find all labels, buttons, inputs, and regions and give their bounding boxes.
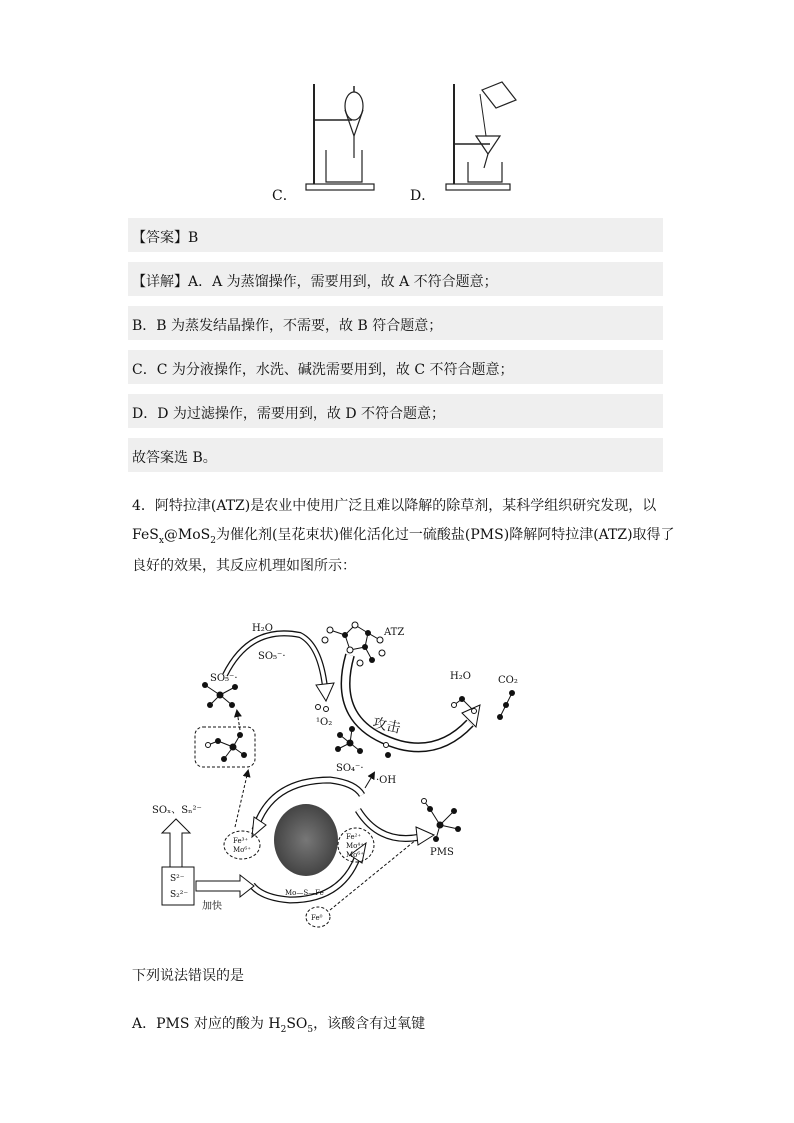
detail-c: C．C 为分液操作，水洗、碱洗需要用到，故 C 不符合题意；: [132, 362, 514, 378]
detail-d: D．D 为过滤操作，需要用到，故 D 不符合题意；: [132, 406, 446, 422]
label-fe0: Fe⁰: [311, 914, 323, 922]
option-c-label: C．: [272, 188, 297, 204]
detail-b: B．B 为蒸发结晶操作，不需要，故 B 符合题意；: [132, 318, 443, 334]
label-so5-left: SO₅⁻·: [210, 673, 238, 684]
label-so5-radical-top: SO₅⁻·: [258, 651, 286, 662]
label-h2o-top: H₂O: [252, 623, 273, 634]
answer-conclusion: 故答案选 B。: [132, 450, 217, 466]
question-line-2: FeS$_x$@MoS$_2$为催化剂(呈花束状)催化活化过一硫酸盐(PMS)降解阿特拉津(ATZ)取得了: [132, 527, 675, 546]
label-fe3: Fe³⁺: [233, 837, 249, 845]
label-s2: S²⁻: [170, 874, 185, 884]
label-so4: SO₄⁻·: [336, 763, 364, 774]
label-fe2: Fe²⁺: [346, 833, 362, 841]
separating-funnel-apparatus: [300, 78, 380, 193]
question-line-1: 4．阿特拉津(ATZ)是农业中使用广泛且难以降解的除草剂，某科学组织研究发现，以: [132, 498, 657, 514]
label-mo6-left: Mo⁶⁺: [233, 846, 251, 854]
catalyst-sphere: [274, 804, 338, 876]
reaction-mechanism-diagram: [140, 605, 540, 935]
label-accelerate: 加快: [202, 901, 222, 912]
label-h2o-right: H₂O: [450, 671, 471, 682]
so4-molecule: [335, 726, 363, 754]
label-co2: CO₂: [498, 675, 518, 686]
label-sox-sn: SOₓ、Sₙ²⁻: [152, 805, 202, 816]
label-atz: ATZ: [384, 627, 405, 638]
label-oh: ·OH: [376, 775, 397, 786]
label-mo6-right: Mo⁶⁺: [346, 851, 364, 859]
filtration-apparatus: [440, 78, 530, 193]
label-s2-2: S₂²⁻: [170, 890, 189, 900]
option-a: A．PMS 对应的酸为 $H_2SO_5$，该酸含有过氧键: [132, 1016, 426, 1035]
question-line-3: 良好的效果，其反应机理如图所示：: [132, 558, 356, 574]
hso5-molecule: [206, 732, 248, 762]
answer-line: 【答案】B: [132, 230, 199, 246]
option-d-label: D．: [410, 188, 436, 204]
detail-a: 【详解】A．A 为蒸馏操作，需要用到，故 A 不符合题意；: [132, 274, 498, 290]
so5-molecule: [202, 682, 238, 708]
label-mo4: Mo⁴⁺: [346, 842, 364, 850]
label-singlet-o2: ¹O₂: [316, 717, 333, 728]
label-pms: PMS: [430, 847, 454, 858]
question-prompt: 下列说法错误的是: [132, 968, 244, 984]
label-attack: 攻击: [371, 715, 402, 737]
label-mo-s-fe: Mo—S—Fe: [285, 889, 324, 897]
